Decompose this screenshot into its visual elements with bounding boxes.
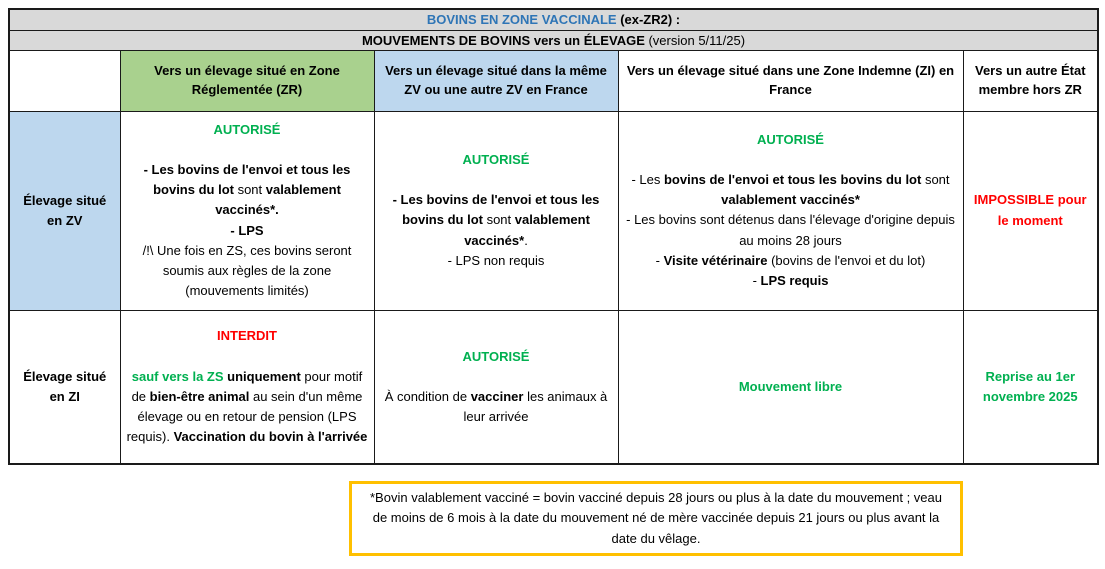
table-row-elevage-zi [9, 310, 1098, 464]
cell-status-text: INTERDIT [217, 328, 277, 344]
cell-zi-to-zi [618, 310, 963, 464]
cell-zv-to-zr [120, 111, 374, 310]
table-title [9, 9, 1098, 30]
title-main-suffix: (ex-ZR2) : [616, 12, 681, 28]
cell-zi-to-etat-membre [963, 310, 1098, 464]
cell-text-line: - LPS non requis [447, 252, 545, 268]
cell-text-line: - Les bovins sont détenus dans l'élevage d'origine depuis au moins 28 jours [626, 212, 955, 248]
cell-text-line: - LPS requis [752, 272, 829, 288]
subtitle-version-text: (version 5/11/25) [644, 32, 746, 48]
bovins-movement-table [8, 8, 1099, 465]
cell-status-text: AUTORISÉ [462, 152, 530, 168]
row-header-elevage-zv: Élevage situé en ZV [9, 111, 120, 310]
cell-text-line: - Les bovins de l'envoi et tous les bovins du lot sont valablement vaccinés* [631, 172, 950, 208]
cell-status-text: AUTORISÉ [213, 121, 281, 137]
cell-text-line: /!\ Une fois en ZS, ces bovins seront soumis aux règles de la zone (mouvements limités) [142, 242, 352, 298]
cell-status-text: Mouvement libre [738, 378, 843, 394]
column-header-zone-indemne: Vers un élevage situé dans une Zone Indemne (ZI) en France [618, 50, 963, 111]
cell-text-line: - LPS [230, 222, 264, 238]
cell-status-text: AUTORISÉ [757, 132, 824, 147]
cell-zi-to-zr [120, 310, 374, 464]
footnote-text: *Bovin valablement vacciné = bovin vacciné depuis 28 jours ou plus à la date du mouvement ; veau de moins de 6 mois à la date du mouvement né de mère vaccinée depuis 21 jours ou plus avant la date du vêlage. [370, 490, 942, 546]
cell-zv-to-zi [618, 111, 963, 310]
table-subtitle-row [9, 30, 1098, 50]
cell-status-text: Reprise au 1er novembre 2025 [982, 368, 1078, 404]
title-main-text: BOVINS EN ZONE VACCINALE [426, 12, 617, 28]
cell-zi-to-zv [374, 310, 618, 464]
corner-empty-cell [9, 50, 120, 111]
cell-text-line: - Les bovins de l'envoi et tous les bovins du lot sont valablement vaccinés*. [392, 192, 600, 248]
subtitle-main-text: MOUVEMENTS DE BOVINS vers un ÉLEVAGE [361, 32, 645, 48]
column-header-zone-reglementee: Vers un élevage situé en Zone Réglementée (ZR) [120, 50, 374, 111]
cell-zv-to-zv [374, 111, 618, 310]
column-header-etat-membre: Vers un autre État membre hors ZR [963, 50, 1098, 111]
cell-text-line: sauf vers la ZS uniquement pour motif de bien-être animal au sein d'un même élevage ou en retour de pension (LPS requis). Vaccination du bovin à l'arrivée [126, 368, 368, 444]
cell-text-line: - Les bovins de l'envoi et tous les bovins du lot sont valablement vaccinés*. [143, 162, 351, 218]
cell-zv-to-etat-membre [963, 111, 1098, 310]
cell-text-line: - Visite vétérinaire (bovins de l'envoi et du lot) [655, 252, 926, 268]
cell-text-line: À condition de vacciner les animaux à leur arrivée [384, 388, 608, 424]
cell-status-text: AUTORISÉ [462, 348, 530, 364]
cell-status-text: IMPOSSIBLE pour le moment [973, 192, 1087, 228]
table-row-elevage-zv [9, 111, 1098, 310]
table-title-row [9, 9, 1098, 30]
table-subtitle [9, 30, 1098, 50]
row-header-elevage-zi: Élevage situé en ZI [9, 310, 120, 464]
column-header-meme-zv: Vers un élevage situé dans la même ZV ou une autre ZV en France [374, 50, 618, 111]
footnote-box [349, 481, 963, 556]
column-header-row [9, 50, 1098, 111]
